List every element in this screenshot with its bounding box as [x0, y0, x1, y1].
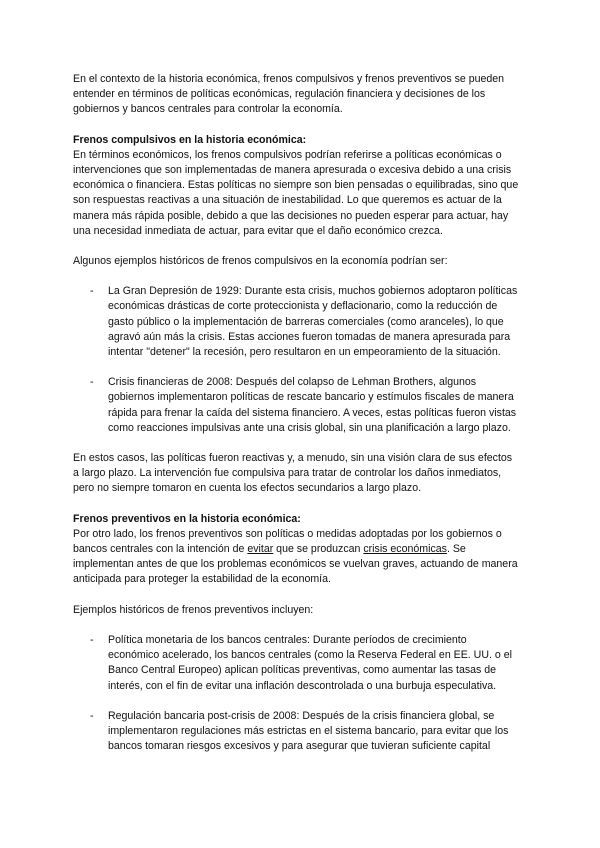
list-item [73, 709, 520, 755]
list-item [73, 633, 520, 694]
compulsive-examples-list [73, 284, 520, 436]
compulsive-conclusion: En estos casos, las políticas fueron reactivas y, a menudo, sin una visión clara de sus efectos a largo plazo. La intervención fue compulsiva para tratar de controlar los daños inmediatos, pero no siempre tomaron en cuenta los efectos secundarios a largo plazo. [73, 452, 513, 495]
preventive-body-text-2: que se produzcan [273, 543, 364, 556]
list-item-text: Regulación bancaria post-crisis de 2008: Después de la crisis financiera global, se implementaron regulaciones más estrictas en el sistema bancario, para evitar que los bancos tomaran riesgos excesivos y para asegurar que tuvieran suficiente capital [108, 709, 509, 753]
preventive-body-text-3: . Se implementan antes de que los problemas económicos se vuelvan graves, actuando de manera anticipada para proteger la estabilidad de la economía. [73, 543, 518, 586]
list-item-text: La Gran Depresión de 1929: Durante esta crisis, muchos gobiernos adoptaron políticas económicas drásticas de corte proteccionista y deflacionario, como la reducción de gasto público o la implementación de barreras comerciales (como aranceles), lo que agravó aún más la crisis. Estas acciones fueron tomadas de manera apresurada para intentar "detener" la recesión, pero resultaron en un empeoramiento de la situación. [108, 285, 518, 359]
dash-bullet: - [90, 285, 94, 298]
list-item [73, 375, 520, 436]
section-heading-compulsive: Frenos compulsivos en la historia económica: [73, 133, 307, 146]
evitar-link[interactable]: evitar [247, 543, 274, 556]
compulsive-examples-intro: Algunos ejemplos históricos de frenos compulsivos en la economía podrían ser: [73, 255, 448, 268]
crisis-economicas-link[interactable]: crisis económicas [363, 543, 447, 556]
intro-paragraph: En el contexto de la historia económica, frenos compulsivos y frenos preventivos se pueden entender en términos de políticas económicas, regulación financiera y decisiones de los gobiernos y bancos centrales para controlar la economía. [73, 73, 505, 116]
list-item-text: Crisis financieras de 2008: Después del colapso de Lehman Brothers, algunos gobiernos implementaron políticas de rescate bancario y estímulos fiscales de manera rápida para frenar la caída del sistema financiero. A veces, estas políticas fueron vistas como reacciones impulsivas ante una crisis global, sin una planificación a largo plazo. [108, 376, 517, 434]
preventive-body-text-1: Por otro lado, los frenos preventivos son políticas o medidas adoptadas por los gobiernos o bancos centrales con la intención de [73, 527, 502, 556]
dash-bullet: - [90, 709, 94, 722]
list-item-text: Política monetaria de los bancos centrales: Durante períodos de crecimiento económico acelerado, los bancos centrales (como la Reserva Federal en EE. UU. o el Banco Central Europeo) aplican políticas preventivas, como aumentar las tasas de interés, con el fin de evitar una inflación descontrolada o una burbuja especulativa. [108, 633, 512, 692]
preventive-examples-list [73, 633, 520, 754]
list-item [73, 284, 520, 360]
preventive-body [73, 527, 520, 588]
compulsive-body: En términos económicos, los frenos compulsivos podrían referirse a políticas económicas o intervenciones que son implementadas de manera apresurada o excesiva debido a una crisis económica o financiera. Estas políticas no siempre son bien pensadas o equilibradas, sino que son respuestas reactivas a una situación de inestabilidad. Lo que queremos es actuar de la manera más rápida posible, debido a que las decisiones no pueden esperar para actuar, hay una necesidad inmediata de actuar, para evitar que el daño económico crezca. [73, 148, 519, 237]
dash-bullet: - [90, 633, 94, 646]
preventive-examples-intro: Ejemplos históricos de frenos preventivos incluyen: [73, 603, 314, 616]
section-heading-preventive: Frenos preventivos en la historia económica: [73, 512, 301, 525]
dash-bullet: - [90, 376, 94, 389]
